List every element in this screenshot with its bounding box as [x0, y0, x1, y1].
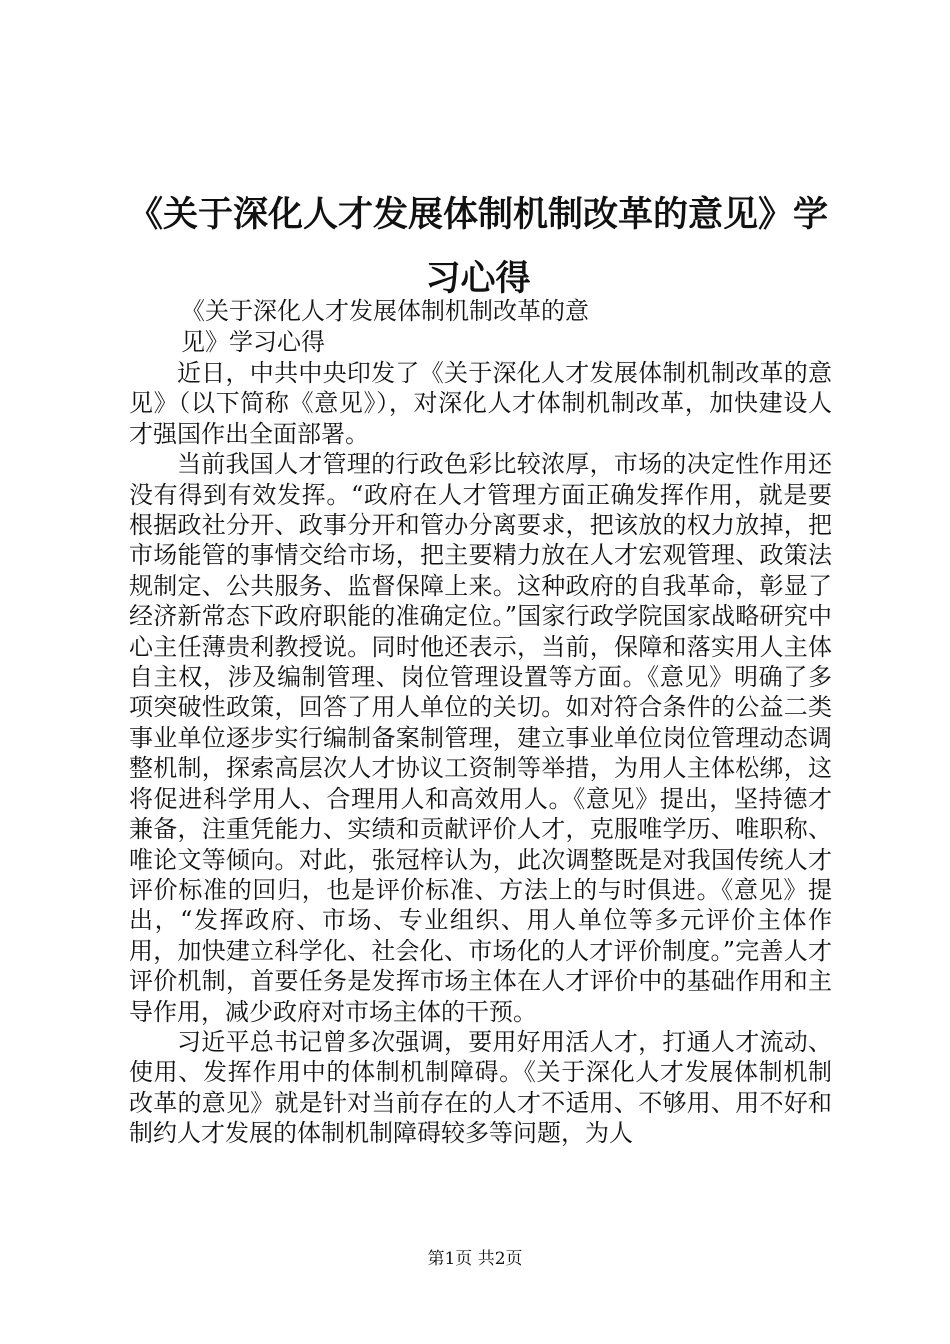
- document-title: 《关于深化人才发展体制机制改革的意见》学习心得: [128, 195, 829, 299]
- paragraph-3: 习近平总书记曾多次强调，要用好用活人才，打通人才流动、使用、发挥作用中的体制机制障碍。《关于深化人才发展体制机制改革的意见》就是针对当前存在的人才不适用、不够用、用不好和制约人才发展的体制机制障碍较多等问题，为人: [129, 1027, 832, 1148]
- document-body: [129, 358, 832, 1149]
- paragraph-2: 当前我国人才管理的行政色彩比较浓厚，市场的决定性作用还没有得到有效发挥。“政府在人才管理方面正确发挥作用，就是要根据政社分开、政事分开和管办分离要求，把该放的权力放掉，把市场能管的事情交给市场，把主要精力放在人才宏观管理、政策法规制定、公共服务、监督保障上来。这种政府的自我革命，彰显了经济新常态下政府职能的准确定位。”国家行政学院国家战略研究中心主任薄贵利教授说。同时他还表示，当前，保障和落实用人主体自主权，涉及编制管理、岗位管理设置等方面。《意见》明确了多项突破性政策，回答了用人单位的关切。如对符合条件的公益二类事业单位逐步实行编制备案制管理，建立事业单位岗位管理动态调整机制，探索高层次人才协议工资制等举措，为用人主体松绑，这将促进科学用人、合理用人和高效用人。《意见》提出，坚持德才兼备，注重凭能力、实绩和贡献评价人才，克服唯学历、唯职称、唯论文等倾向。对此，张冠梓认为，此次调整既是对我国传统人才评价标准的回归，也是评价标准、方法上的与时俱进。《意见》提出，“发挥政府、市场、专业组织、用人单位等多元评价主体作用，加快建立科学化、社会化、市场化的人才评价制度。”完善人才评价机制，首要任务是发挥市场主体在人才评价中的基础作用和主导作用，减少政府对市场主体的干预。: [129, 450, 832, 1026]
- subtitle-block: [181, 296, 641, 358]
- subtitle-line-1: 《关于深化人才发展体制机制改革的意: [181, 297, 589, 325]
- page-footer: 第1页 共2页: [427, 1249, 523, 1269]
- paragraph-1: 近日，中共中央印发了《关于深化人才发展体制机制改革的意见》（以下简称《意见》），对深化人才体制机制改革，加快建设人才强国作出全面部署。: [129, 359, 832, 448]
- subtitle-line-2: 见》学习心得: [181, 328, 325, 356]
